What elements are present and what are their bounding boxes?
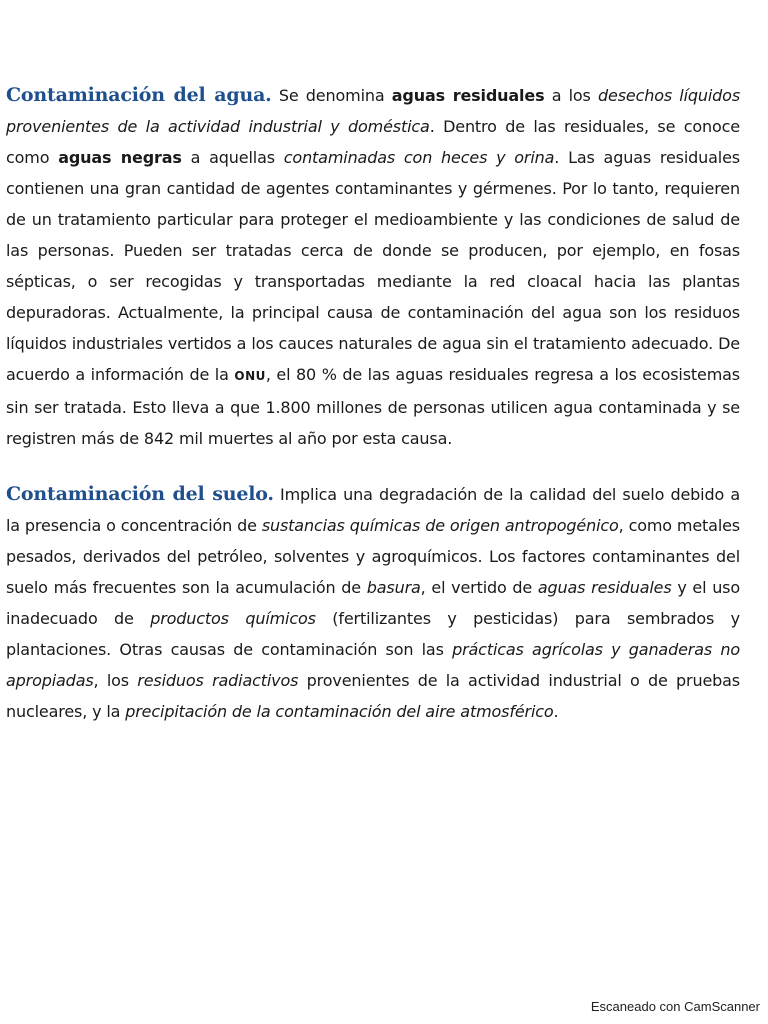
soil-text-15: . — [553, 702, 559, 721]
soil-text-11: , los — [93, 671, 138, 690]
water-term-aguas-residuales: aguas residuales — [391, 86, 545, 105]
soil-emph-residuos: residuos radiactivos — [137, 671, 299, 690]
document-page — [6, 80, 740, 727]
water-text-9: . Las aguas residuales contienen una gran cantidad de agentes contaminantes y gérmenes. Por lo tanto, requieren de un tratamiento particular para proteger el medioambiente y las condiciones de salud de las personas. Pueden ser tratadas cerca de donde se producen, por ejemplo, en fosas sépticas, o ser recogidas y transportadas mediante la red cloacal hacia las plantas depuradoras. Actualmente, la principal causa de contaminación del agua son los residuos líquidos industriales vertidos a los cauces naturales de agua sin el tratamiento adecuado. De acuerdo a información de la — [6, 148, 740, 384]
soil-text-7: y el uso inadecuado de — [6, 578, 741, 628]
soil-emph-precipitacion: precipitación de la contaminación del aire atmosférico — [125, 702, 554, 721]
water-term-aguas-negras: aguas negras — [58, 148, 182, 167]
water-onu-acronym: ONU — [234, 369, 266, 383]
soil-contamination-paragraph — [6, 479, 740, 727]
water-contamination-heading: Contaminación del agua. — [6, 84, 272, 106]
soil-contamination-heading: Contaminación del suelo. — [6, 483, 274, 505]
soil-text-13: provenientes de la actividad industrial o de pruebas nucleares, y la — [6, 671, 740, 721]
soil-text-5: , el vertido de — [420, 578, 538, 597]
water-text-3: a los — [544, 86, 598, 105]
soil-emph-practicas: prácticas agrícolas y ganaderas no apropiadas — [6, 640, 740, 690]
water-text-11: , el 80 % de las aguas residuales regresa a los ecosistemas sin ser tratada. Esto lleva a que 1.800 millones de personas utilicen agua contaminada y se registren más de 842 mil muertes al año por esta causa. — [6, 365, 740, 448]
water-emph-desechos: desechos líquidos provenientes de la actividad industrial y doméstica — [6, 86, 741, 136]
water-text-7: a aquellas — [181, 148, 284, 167]
soil-emph-productos: productos químicos — [150, 609, 316, 628]
soil-text-9: (fertilizantes y pesticidas) para sembrados y plantaciones. Otras causas de contaminación son las — [6, 609, 740, 659]
soil-emph-sustancias: sustancias químicas de origen antropogénico — [261, 516, 619, 535]
soil-text-3: , como metales pesados, derivados del petróleo, solventes y agroquímicos. Los factores contaminantes del suelo más frecuentes son la acumulación de — [6, 516, 740, 597]
camscanner-watermark: Escaneado con CamScanner — [590, 999, 760, 1014]
soil-emph-basura: basura — [366, 578, 421, 597]
soil-emph-aguas-residuales: aguas residuales — [537, 578, 672, 597]
water-text-1: Se denomina — [271, 86, 392, 105]
water-text-5: . Dentro de las residuales, se conoce como — [6, 117, 741, 167]
water-emph-heces: contaminadas con heces y orina — [283, 148, 555, 167]
water-contamination-paragraph — [6, 80, 740, 454]
soil-text-1: Implica una degradación de la calidad del suelo debido a la presencia o concentración de — [6, 485, 740, 535]
